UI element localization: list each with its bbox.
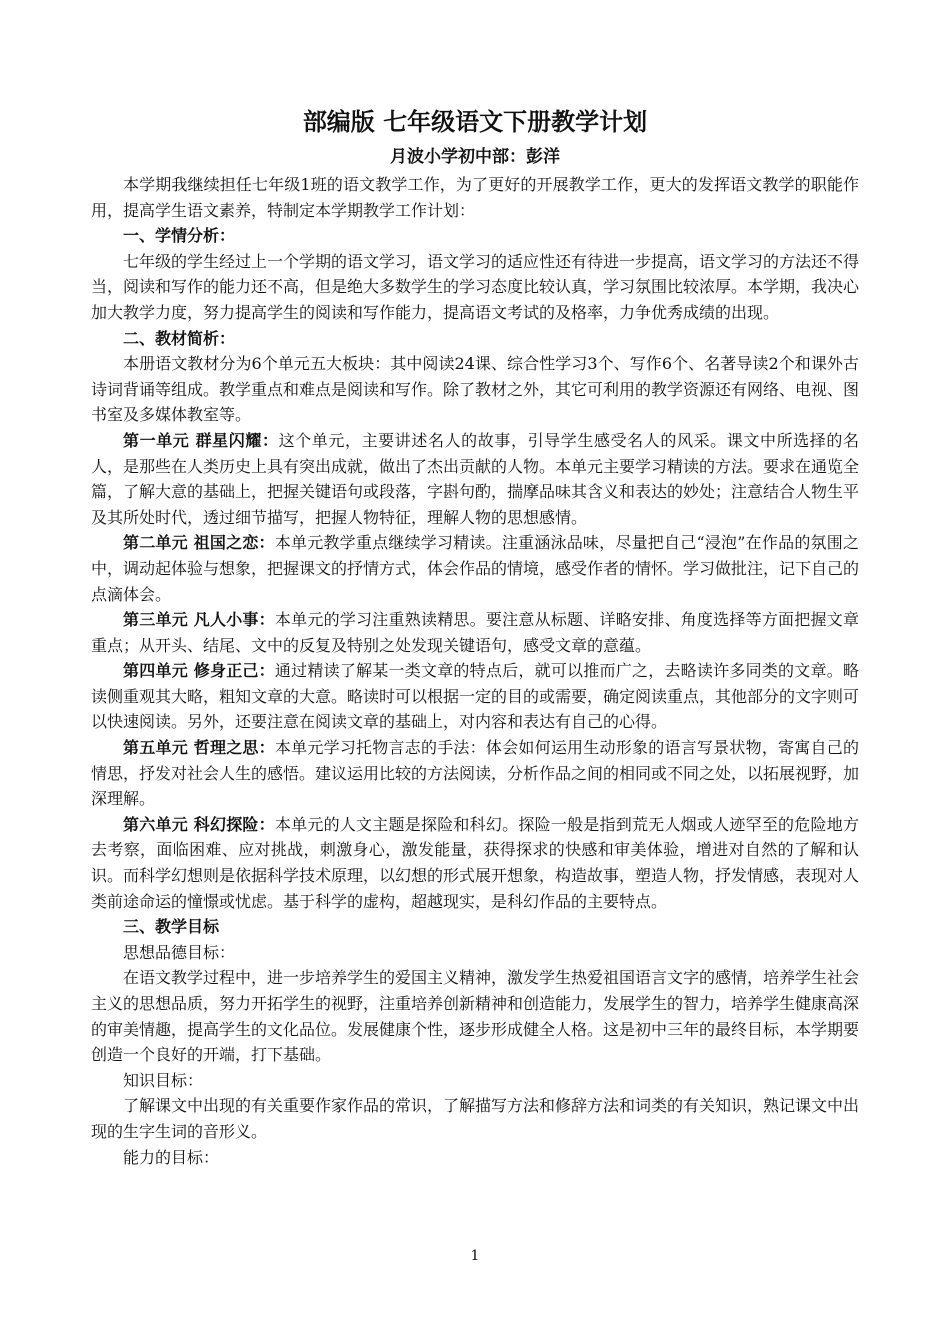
unit-paragraph-4 (91, 658, 859, 735)
goal-label-knowledge: 知识目标： (123, 1070, 204, 1090)
unit-label-4: 第四单元 修身正己： (123, 661, 275, 681)
intro-paragraph: 本学期我继续担任七年级1班的语文教学工作，为了更好的开展教学工作，更大的发挥语文教学的职能作用，提高学生语文素养，特制定本学期教学工作计划： (91, 175, 859, 220)
unit-paragraph-1 (91, 428, 859, 530)
section-heading-1: 一、学情分析： (123, 226, 236, 246)
unit-text-4: 通过精读了解某一类文章的特点后，就可以推而广之，去略读许多同类的文章。略读侧重观其大略，粗知文章的大意。略读时可以根据一定的目的或需要，确定阅读重点，其他部分的文字则可以快速阅读。另外，还要注意在阅读文章的基础上，对内容和表达有自己的心得。 (91, 661, 860, 732)
unit-paragraph-2 (91, 530, 859, 607)
unit-text-3: 本单元的学习注重熟读精思。要注意从标题、详略安排、角度选择等方面把握文章重点；从开头、结尾、文中的反复及特别之处发现关键语句，感受文章的意蕴。 (91, 610, 859, 655)
unit-label-6: 第六单元 科幻探险： (123, 814, 275, 834)
section-heading-3: 三、教学目标 (123, 917, 220, 937)
goal-label-ability: 能力的目标： (123, 1147, 220, 1167)
document-title: 部编版 七年级语文下册教学计划 (302, 108, 648, 136)
goal-text-moral: 在语文教学过程中，进一步培养学生的爱国主义精神，激发学生热爱祖国语言文字的感情，培养学生社会主义的思想品质，努力开拓学生的视野，注重培养创新精神和创造能力，发展学生的智力，培养学生健康高深的审美情趣，提高学生的文化品位。发展健康个性，逐步形成健全人格。这是初中三年的最终目标，本学期要创造一个良好的开端，打下基础。 (91, 968, 860, 1065)
unit-label-5: 第五单元 哲理之思： (123, 738, 275, 758)
section-1-paragraph: 七年级的学生经过上一个学期的语文学习，语文学习的适应性还有待进一步提高，语文学习的方法还不得当，阅读和写作的能力还不高，但是绝大多数学生的学习态度比较认真，学习氛围比较浓厚。本学期，我决心加大教学力度，努力提高学生的阅读和写作能力，提高语文考试的及格率，力争优秀成绩的出现。 (91, 251, 860, 322)
unit-paragraph-6 (91, 812, 859, 914)
unit-text-5: 本单元学习托物言志的手法：体会如何运用生动形象的语言写景状物，寄寓自己的情思，抒发对社会人生的感悟。建议运用比较的方法阅读，分析作品之间的相同或不同之处，以拓展视野，加深理解。 (91, 738, 860, 809)
goal-text-knowledge: 了解课文中出现的有关重要作家作品的常识，了解描写方法和修辞方法和词类的有关知识，熟记课文中出现的生字生词的音形义。 (91, 1096, 860, 1141)
document-author: 月波小学初中部：彭洋 (390, 147, 560, 167)
document-body (91, 172, 859, 1170)
unit-text-2: 本单元教学重点继续学习精读。注重涵泳品味，尽量把自己“浸泡”在作品的氛围之中，调动起体验与想象，把握课文的抒情方式，体会作品的情境，感受作者的情怀。学习做批注，记下自己的点滴体会。 (91, 533, 860, 604)
unit-paragraph-5 (91, 735, 859, 812)
unit-text-6: 本单元的人文主题是探险和科幻。探险一般是指到荒无人烟或人迹罕至的危险地方去考察，面临困难、应对挑战，刺激身心，激发能量，获得探求的快感和审美体验，增进对自然的了解和认识。而科学幻想则是依据科学技术原理，以幻想的形式展开想象，构造故事，塑造人物，抒发情感，表现对人类前途命运的憧憬或忧虑。基于科学的虚构，超越现实，是科幻作品的主要特点。 (91, 814, 860, 911)
page-number: 1 (470, 1248, 480, 1264)
section-heading-2: 二、教材简析： (123, 328, 236, 348)
section-2-paragraph: 本册语文教材分为6个单元五大板块：其中阅读24课、综合性学习3个、写作6个、名著导读2个和课外古诗词背诵等组成。教学重点和难点是阅读和写作。除了教材之外，其它可利用的教学资源还有网络、电视、图书室及多媒体教室等。 (91, 354, 860, 425)
unit-text-1: 这个单元，主要讲述名人的故事，引导学生感受名人的风采。课文中所选择的名人，是那些在人类历史上具有突出成就，做出了杰出贡献的人物。本单元主要学习精读的方法。要求在通览全篇，了解大意的基础上，把握关键语句或段落，字斟句酌，揣摩品味其含义和表达的妙处；注意结合人物生平及其所处时代，透过细节描写，把握人物特征，理解人物的思想感情。 (91, 430, 860, 527)
unit-label-1: 第一单元 群星闪耀： (123, 430, 279, 450)
unit-label-3: 第三单元 凡人小事： (123, 610, 275, 630)
unit-paragraph-3 (91, 607, 859, 658)
goal-label-moral: 思想品德目标： (123, 942, 236, 962)
unit-label-2: 第二单元 祖国之恋： (123, 533, 275, 553)
